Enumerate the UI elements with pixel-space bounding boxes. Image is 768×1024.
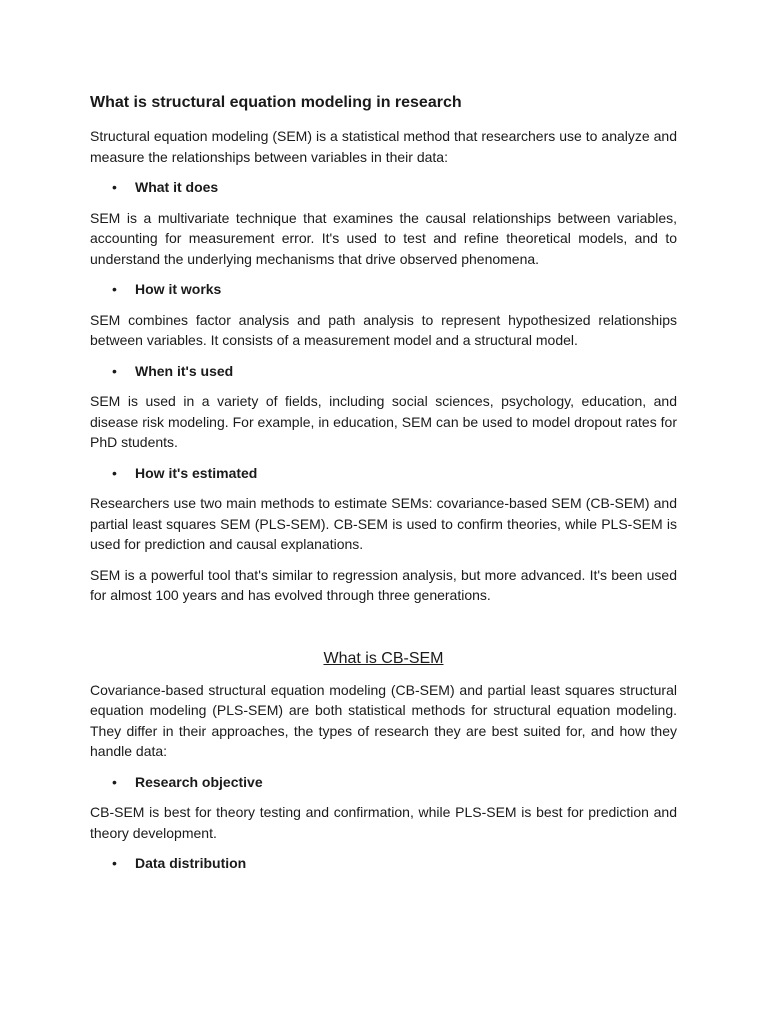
when-its-used-paragraph: SEM is used in a variety of fields, including social sciences, psychology, education, and disease risk modeling. For example, in education, SEM can be used to model dropout rates for PhD students. xyxy=(90,393,677,450)
document-page xyxy=(90,92,677,884)
cb-sem-intro-paragraph: Covariance-based structural equation modeling (CB-SEM) and partial least squares structural equation modeling (PLS-SEM) are both statistical methods for structural equation modeling. They differ in their approaches, the types of research they are best suited for, and how they handle data: xyxy=(90,681,677,759)
bullet-heading: Research objective xyxy=(135,773,263,790)
bullet-heading: When it's used xyxy=(135,362,234,379)
bullet-dot: • xyxy=(112,281,117,297)
how-its-estimated-paragraph: Researchers use two main methods to estimate SEMs: covariance-based SEM (CB-SEM) and partial least squares SEM (PLS-SEM). CB-SEM is used to confirm theories, while PLS-SEM is used for prediction and causal explanations. xyxy=(90,495,677,552)
how-it-works-paragraph: SEM combines factor analysis and path analysis to represent hypothesized relationships between variables. It consists of a measurement model and a structural model. xyxy=(90,311,677,348)
bullet-dot: • xyxy=(112,855,117,871)
what-it-does-paragraph: SEM is a multivariate technique that examines the causal relationships between variables, accounting for measurement error. It's used to test and refine theoretical models, and to understand the underlying mechanisms that drive observed phenomena. xyxy=(90,209,677,267)
bullet-dot: • xyxy=(112,362,117,379)
bullet-dot: • xyxy=(112,464,117,481)
intro-paragraph: Structural equation modeling (SEM) is a statistical method that researchers use to analyze and measure the relationships between variables in their data: xyxy=(90,128,677,165)
bullet-heading: How it works xyxy=(135,281,222,297)
bullet-what-it-does xyxy=(90,177,677,198)
section-title-cb-sem: What is CB-SEM xyxy=(323,649,444,667)
research-objective-paragraph: CB-SEM is best for theory testing and confirmation, while PLS-SEM is best for prediction and theory development. xyxy=(90,804,677,841)
bullet-heading: What it does xyxy=(135,179,219,195)
bullet-heading: How it's estimated xyxy=(135,464,258,481)
bullet-how-it-works xyxy=(90,279,677,300)
document-title: What is structural equation modeling in research xyxy=(90,94,462,111)
bullet-dot: • xyxy=(112,179,117,195)
bullet-heading: Data distribution xyxy=(135,855,247,871)
bullet-how-its-estimated xyxy=(90,463,677,484)
bullet-when-its-used xyxy=(90,361,677,382)
bullet-dot: • xyxy=(112,773,117,790)
bullet-research-objective xyxy=(90,772,677,793)
closing-paragraph: SEM is a powerful tool that's similar to regression analysis, but more advanced. It's been used for almost 100 years and has evolved through three generations. xyxy=(90,566,677,603)
bullet-data-distribution xyxy=(90,853,677,874)
